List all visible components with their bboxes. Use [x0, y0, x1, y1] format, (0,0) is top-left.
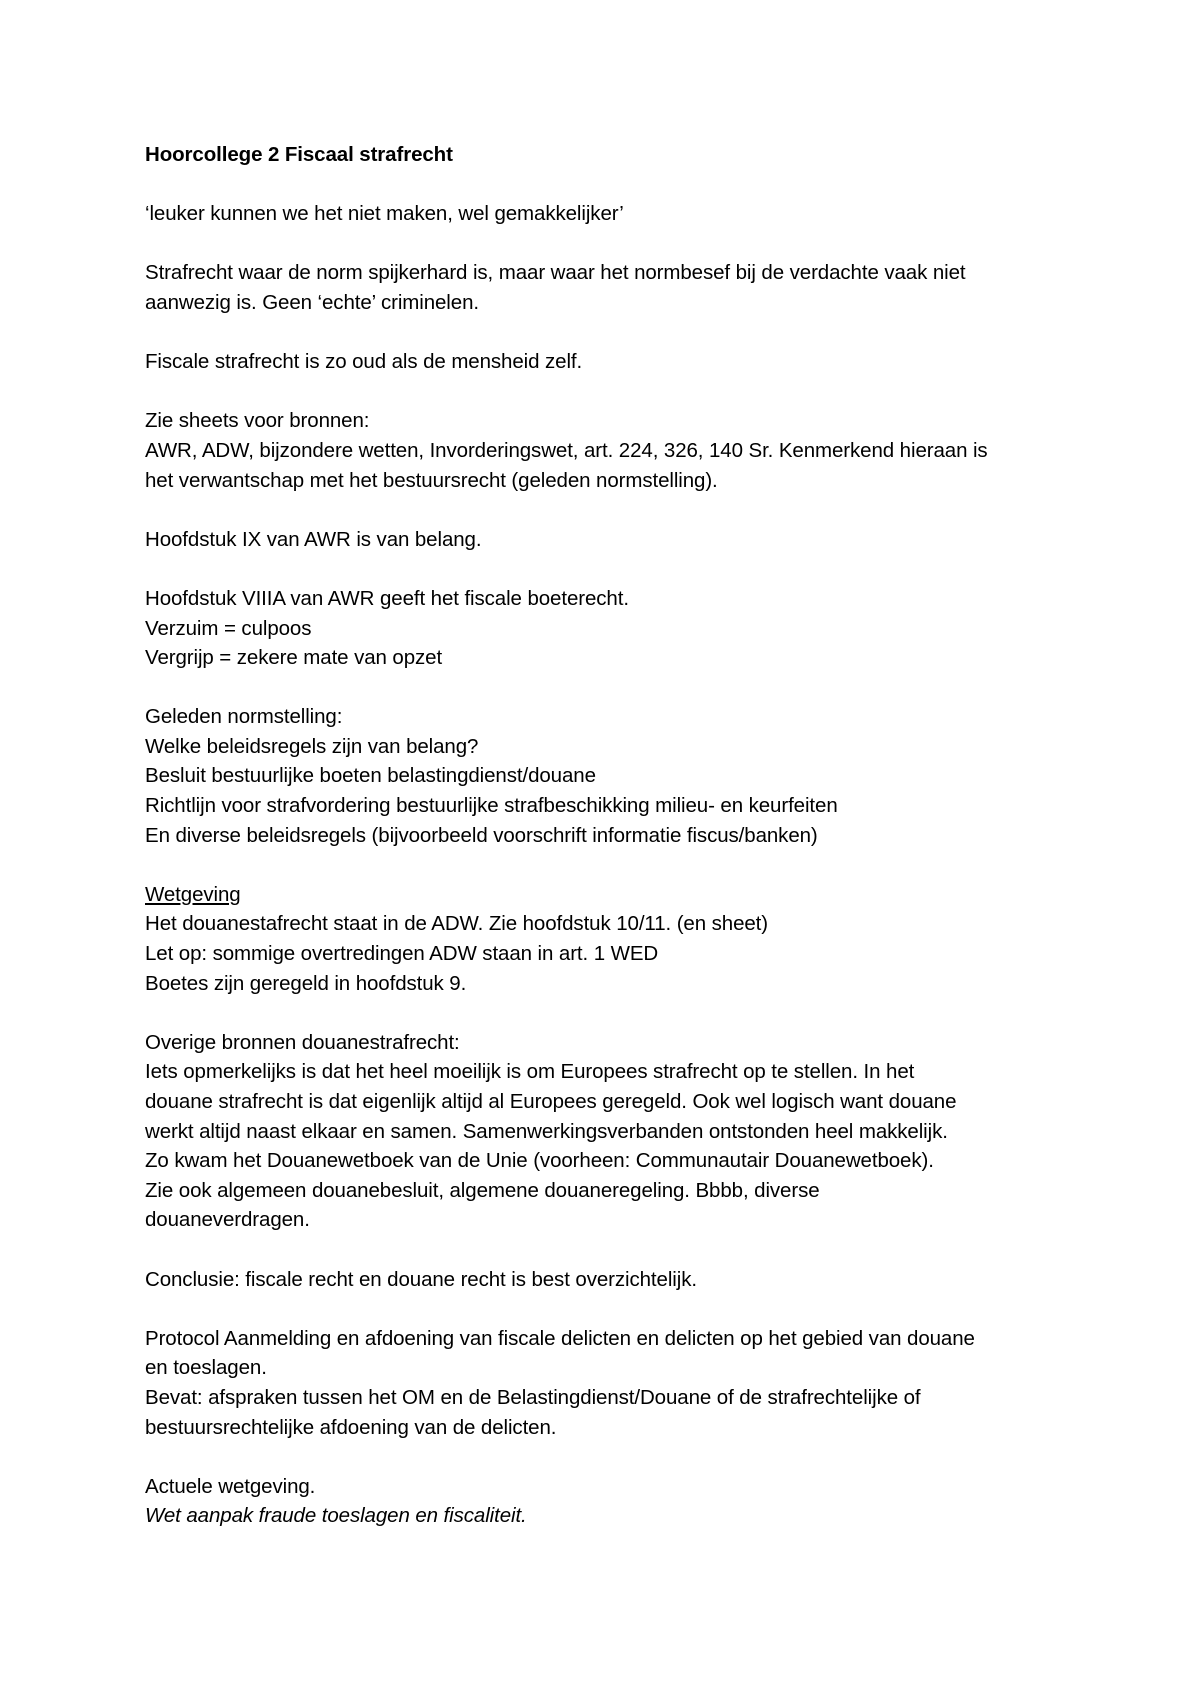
- wetgeving-line-3: Boetes zijn geregeld in hoofdstuk 9.: [145, 971, 467, 995]
- wetgeving-heading: Wetgeving: [145, 882, 241, 906]
- protocol-line-3: Bevat: afspraken tussen het OM en de Belastingdienst/Douane of de strafrechtelijke of: [145, 1385, 921, 1409]
- protocol-line-4: bestuursrechtelijke afdoening van de delicten.: [145, 1415, 557, 1439]
- sources-heading: Zie sheets voor bronnen:: [145, 409, 370, 433]
- actueel-heading: Actuele wetgeving.: [145, 1474, 316, 1498]
- wetgeving-line-1: Het douanestafrecht staat in de ADW. Zie hoofdstuk 10/11. (en sheet): [145, 912, 768, 936]
- quote: ‘leuker kunnen we het niet maken, wel gemakkelijker’: [145, 202, 624, 226]
- chapter-viiia-line-3: Vergrijp = zekere mate van opzet: [145, 646, 443, 670]
- spacer: [145, 318, 1075, 348]
- intro-line-2: aanwezig is. Geen ‘echte’ criminelen.: [145, 290, 479, 314]
- sources-line-2: het verwantschap met het bestuursrecht (geleden normstelling).: [145, 468, 718, 492]
- spacer: [145, 1442, 1075, 1472]
- overige-line-3: werkt altijd naast elkaar en samen. Samenwerkingsverbanden ontstonden heel makkelijk.: [145, 1119, 948, 1143]
- spacer: [145, 1235, 1075, 1265]
- overige-line-6: douaneverdragen.: [145, 1208, 310, 1232]
- spacer: [145, 554, 1075, 584]
- chapter-ix-paragraph: Hoofdstuk IX van AWR is van belang.: [145, 527, 482, 551]
- chapter-viiia-line-1: Hoofdstuk VIIIA van AWR geeft het fiscale boeterecht.: [145, 586, 629, 610]
- overige-line-4: Zo kwam het Douanewetboek van de Unie (voorheen: Communautair Douanewetboek).: [145, 1149, 934, 1173]
- overige-heading: Overige bronnen douanestrafrecht:: [145, 1030, 460, 1054]
- normstelling-line-1: Welke beleidsregels zijn van belang?: [145, 734, 479, 758]
- spacer: [145, 229, 1075, 259]
- sources-line-1: AWR, ADW, bijzondere wetten, Invorderingswet, art. 224, 326, 140 Sr. Kenmerkend hieraan is: [145, 438, 988, 462]
- spacer: [145, 170, 1075, 200]
- overige-line-5: Zie ook algemeen douanebesluit, algemene douaneregeling. Bbbb, diverse: [145, 1178, 820, 1202]
- document-page: [145, 140, 1075, 1531]
- wetgeving-line-2: Let op: sommige overtredingen ADW staan in art. 1 WED: [145, 942, 659, 966]
- spacer: [145, 673, 1075, 703]
- normstelling-line-4: En diverse beleidsregels (bijvoorbeeld voorschrift informatie fiscus/banken): [145, 823, 818, 847]
- overige-line-1: Iets opmerkelijks is dat het heel moeilijk is om Europees strafrecht op te stellen. In het: [145, 1060, 915, 1084]
- spacer: [145, 1294, 1075, 1324]
- conclusie-paragraph: Conclusie: fiscale recht en douane recht is best overzichtelijk.: [145, 1267, 697, 1291]
- chapter-viiia-line-2: Verzuim = culpoos: [145, 616, 312, 640]
- spacer: [145, 495, 1075, 525]
- overige-line-2: douane strafrecht is dat eigenlijk altijd al Europees geregeld. Ook wel logisch want douane: [145, 1090, 957, 1113]
- intro-line-1: Strafrecht waar de norm spijkerhard is, maar waar het normbesef bij de verdachte vaak niet: [145, 261, 966, 285]
- normstelling-heading: Geleden normstelling:: [145, 705, 343, 729]
- normstelling-line-2: Besluit bestuurlijke boeten belastingdienst/douane: [145, 764, 596, 788]
- actueel-law: Wet aanpak fraude toeslagen en fiscaliteit.: [145, 1504, 527, 1528]
- document-title: Hoorcollege 2 Fiscaal strafrecht: [145, 143, 453, 166]
- spacer: [145, 377, 1075, 407]
- spacer: [145, 998, 1075, 1028]
- protocol-line-1: Protocol Aanmelding en afdoening van fiscale delicten en delicten op het gebied van douane: [145, 1326, 975, 1350]
- age-paragraph: Fiscale strafrecht is zo oud als de mensheid zelf.: [145, 350, 583, 374]
- normstelling-line-3: Richtlijn voor strafvordering bestuurlijke strafbeschikking milieu- en keurfeiten: [145, 794, 838, 818]
- spacer: [145, 850, 1075, 880]
- protocol-line-2: en toeslagen.: [145, 1356, 267, 1380]
